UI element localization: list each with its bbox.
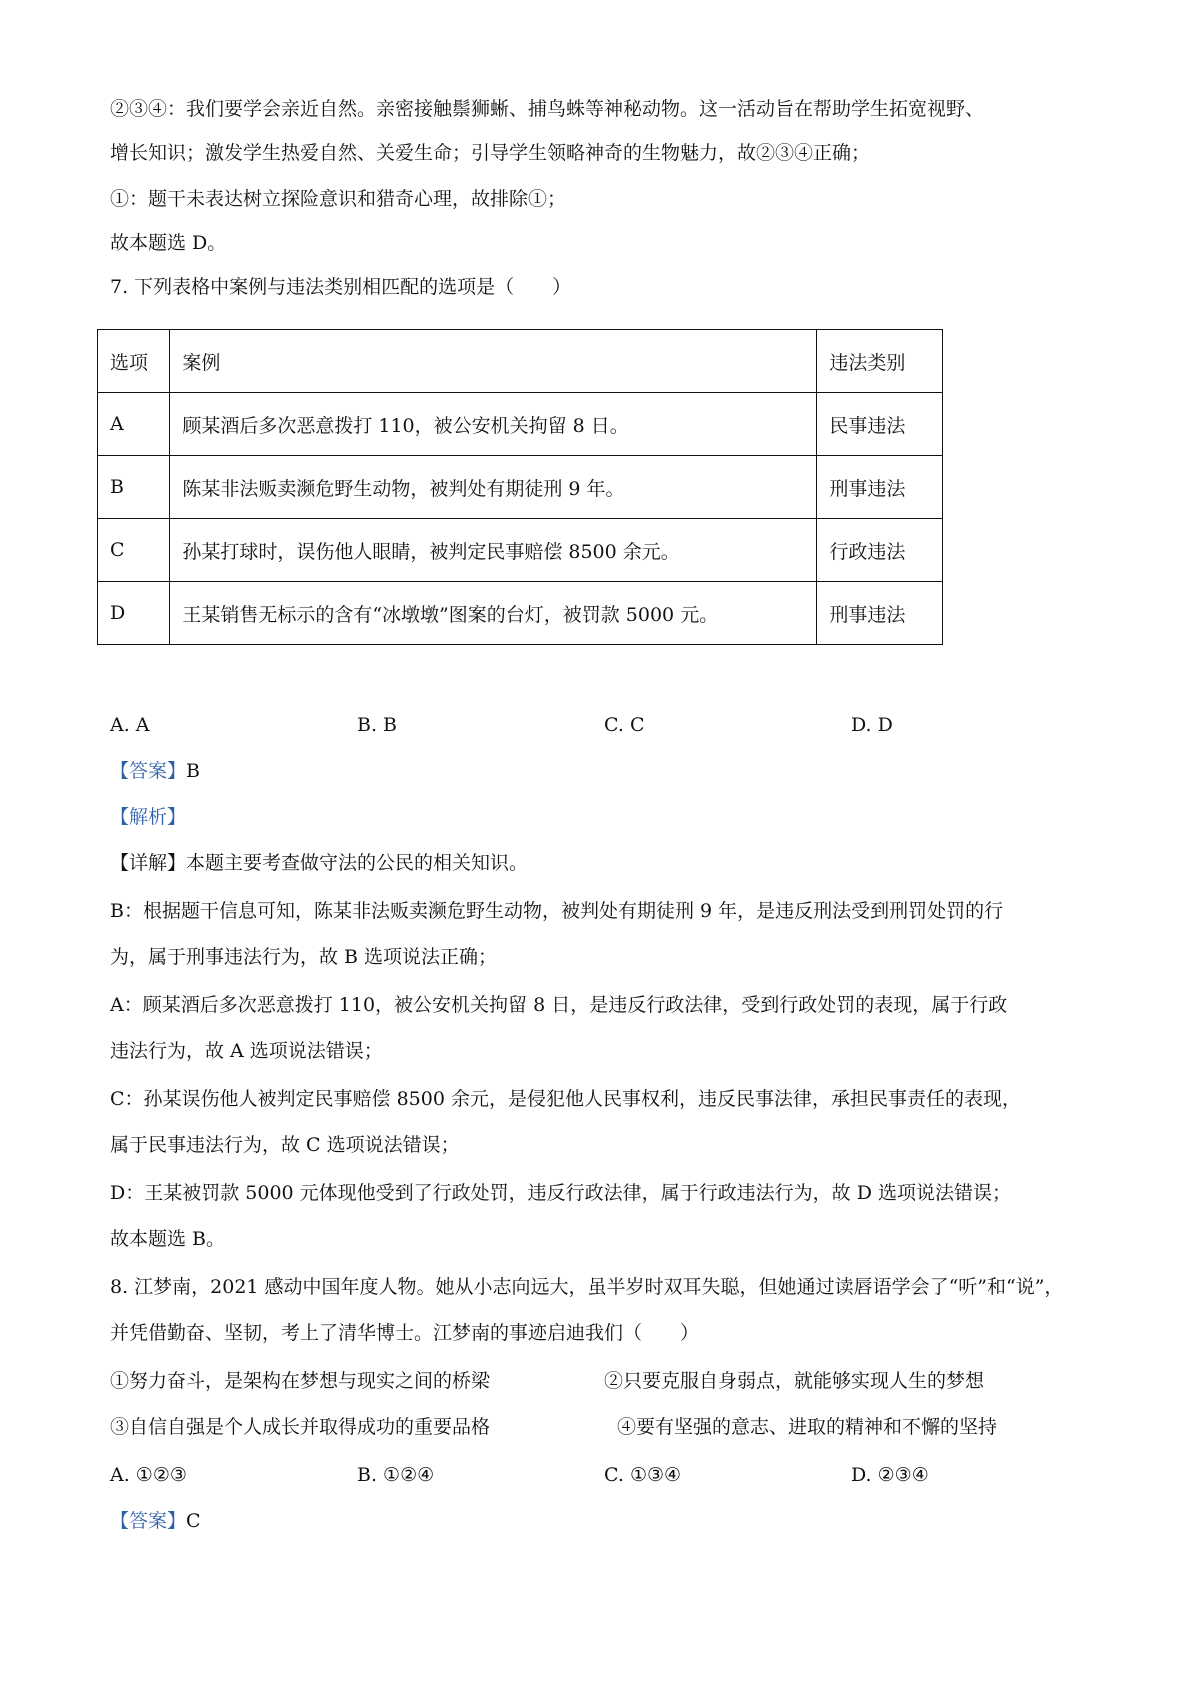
table-cell: 刑事违法 [817,582,943,645]
table-header-cell: 违法类别 [817,330,943,393]
q8-option-d: D. ②③④ [851,1464,929,1486]
table-header-cell: 选项 [98,330,170,393]
table-cell: 孙某打球时，误伤他人眼睛，被判定民事赔偿 8500 余元。 [170,519,817,582]
q8-option-c: C. ①③④ [604,1464,682,1486]
table-cell: C [98,519,170,582]
q7-case-table [97,329,943,645]
q8-answer [110,1508,201,1534]
analysis-label: 【解析】 [110,806,187,828]
prev-analysis-line-1: ②③④：我们要学会亲近自然。亲密接触鬃狮蜥、捕鸟蛛等神秘动物。这一活动旨在帮助学生拓宽视野、 [110,98,985,120]
q7-analysis-line: 违法行为，故 A 选项说法错误； [110,1040,383,1062]
q7-conclusion: 故本题选 B。 [110,1228,226,1250]
table-row [98,582,943,645]
prev-analysis-line-2: 增长知识；激发学生热爱自然、关爱生命；引导学生领略神奇的生物魅力，故②③④正确； [110,142,871,164]
q8-statement-4: ④要有坚强的意志、进取的精神和不懈的坚持 [617,1416,998,1438]
q8-statement-1: ①努力奋斗，是架构在梦想与现实之间的桥梁 [110,1370,491,1392]
table-row [98,456,943,519]
q7-analysis-line: 属于民事违法行为，故 C 选项说法错误； [110,1134,460,1156]
table-header-row [98,330,943,393]
q7-analysis-line: D：王某被罚款 5000 元体现他受到了行政处罚，违反行政法律，属于行政违法行为，故 D 选项说法错误； [110,1182,1011,1204]
q8-option-b: B. ①②④ [357,1464,435,1486]
answer-label: 【答案】 [110,1510,187,1532]
table-row [98,393,943,456]
table-row [98,519,943,582]
q7-analysis-line: A：顾某酒后多次恶意拨打 110，被公安机关拘留 8 日，是违反行政法律，受到行政处罚的表现，属于行政 [110,994,1008,1016]
answer-value: C [186,1510,201,1532]
q7-option-b: B. B [357,714,398,736]
q8-stem-line-2: 并凭借勤奋、坚韧，考上了清华博士。江梦南的事迹启迪我们（ ） [110,1322,700,1344]
table-cell: 王某销售无标示的含有“冰墩墩”图案的台灯，被罚款 5000 元。 [170,582,817,645]
q7-detail [110,850,528,876]
q7-option-a: A. A [110,714,150,736]
q8-statement-2: ②只要克服自身弱点，就能够实现人生的梦想 [604,1370,985,1392]
q8-option-a: A. ①②③ [110,1464,187,1486]
answer-label: 【答案】 [110,760,187,782]
q8-statement-3: ③自信自强是个人成长并取得成功的重要品格 [110,1416,491,1438]
answer-value: B [186,760,200,782]
q7-analysis-heading [110,804,186,830]
table-cell: 顾某酒后多次恶意拨打 110，被公安机关拘留 8 日。 [170,393,817,456]
table-cell: 民事违法 [817,393,943,456]
table-header-cell: 案例 [170,330,817,393]
q7-option-c: C. C [604,714,645,736]
detail-text: 本题主要考查做守法的公民的相关知识。 [186,852,529,874]
table-cell: B [98,456,170,519]
table-cell: D [98,582,170,645]
table-cell: 陈某非法贩卖濒危野生动物，被判处有期徒刑 9 年。 [170,456,817,519]
q7-stem: 7. 下列表格中案例与违法类别相匹配的选项是（ ） [110,276,572,298]
q8-stem-line-1: 8. 江梦南，2021 感动中国年度人物。她从小志向远大，虽半岁时双耳失聪，但她通过读唇语学会了“听”和“说”， [110,1276,1064,1298]
q7-analysis-line: C：孙某误伤他人被判定民事赔偿 8500 余元，是侵犯他人民事权利，违反民事法律，承担民事责任的表现， [110,1088,1021,1110]
table-cell: A [98,393,170,456]
table-cell: 刑事违法 [817,456,943,519]
prev-analysis-line-3: ①：题干未表达树立探险意识和猎奇心理，故排除①； [110,188,567,210]
detail-label: 【详解】 [110,852,187,874]
prev-analysis-conclusion: 故本题选 D。 [110,232,227,254]
q7-answer [110,758,200,784]
table-cell: 行政违法 [817,519,943,582]
q7-analysis-line: B：根据题干信息可知，陈某非法贩卖濒危野生动物，被判处有期徒刑 9 年，是违反刑法受到刑罚处罚的行 [110,900,1004,922]
q7-analysis-line: 为，属于刑事违法行为，故 B 选项说法正确； [110,946,498,968]
q7-option-d: D. D [851,714,893,736]
